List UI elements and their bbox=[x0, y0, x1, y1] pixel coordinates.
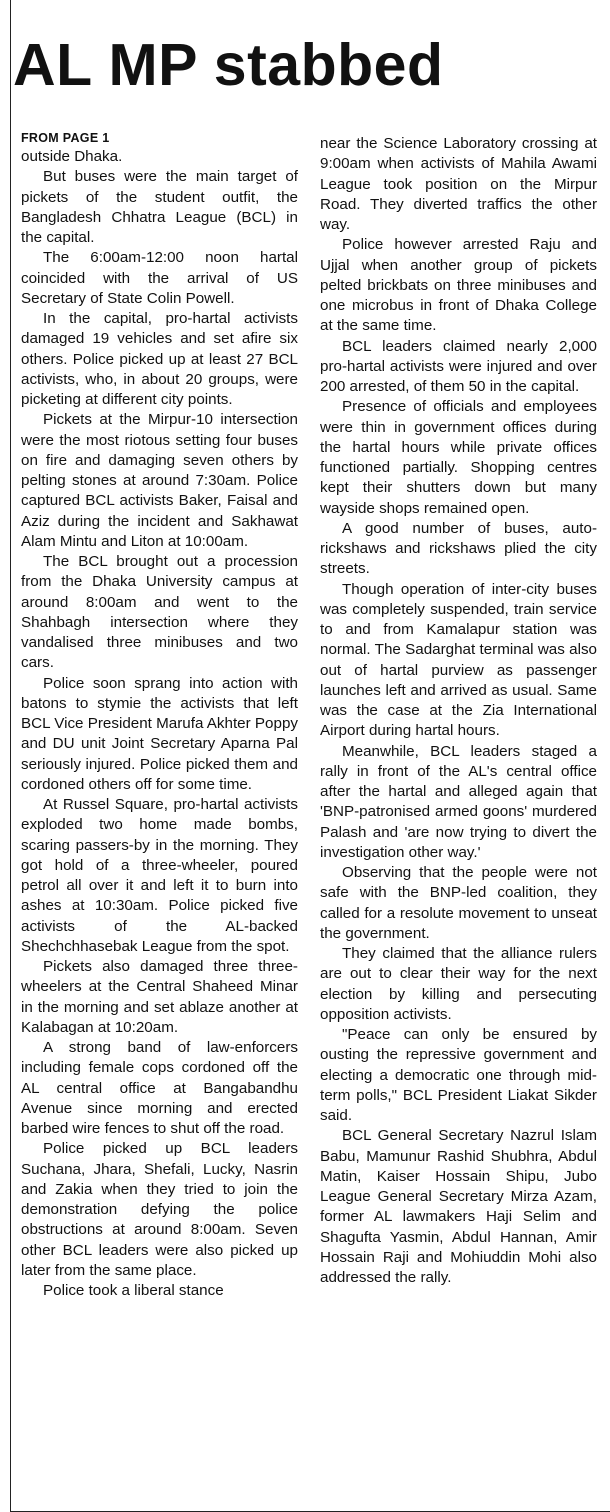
paragraph: near the Science Laboratory crossing at 9:00am when activists of Mahila Awami League took position on the Mirpur Road. They diverted traffics the other way. bbox=[320, 135, 597, 233]
paragraph: But buses were the main target of pickets of the student outfit, the Bangladesh Chhatra League (BCL) in the capital. bbox=[21, 168, 298, 246]
continuation-kicker: FROM PAGE 1 bbox=[21, 131, 110, 145]
paragraph: outside Dhaka. bbox=[21, 148, 123, 165]
headline: AL MP stabbed bbox=[13, 32, 444, 98]
article-column-left bbox=[21, 130, 298, 1301]
paragraph: The BCL brought out a procession from the Dhaka University campus at around 8:00am and went to the Shahbagh intersection where they vandalised three minibuses and two cars. bbox=[21, 553, 298, 672]
paragraph: BCL General Secretary Nazrul Islam Babu, Mamunur Rashid Shubhra, Abdul Matin, Kaiser Hossain Shipu, Jubo League General Secretary Mirza Azam, former AL lawmakers Haji Selim and Shagufta Yasmin, Abdul Hannan, Amir Hossain Raji and Mohiuddin Mohi also addressed the rally. bbox=[320, 1127, 597, 1286]
paragraph: Pickets also damaged three three-wheelers at the Central Shaheed Minar in the morning and set ablaze another at Kalabagan at 10:20am. bbox=[21, 958, 298, 1036]
paragraph: At Russel Square, pro-hartal activists exploded two home made bombs, scaring passers-by in the morning. They got hold of a three-wheeler, poured petrol all over it and left it to burn into ashes at 10:30am. Police picked five activists of the AL-backed Shechchhasebak League from the spot. bbox=[21, 796, 298, 955]
paragraph: Observing that the people were not safe with the BNP-led coalition, they called for a resolute movement to unseat the government. bbox=[320, 864, 597, 942]
paragraph: Police picked up BCL leaders Suchana, Jhara, Shefali, Lucky, Nasrin and Zakia when they tried to join the demonstration defying the police obstructions at around 8:00am. Seven other BCL leaders were also picked up later from the same place. bbox=[21, 1140, 298, 1279]
paragraph: A good number of buses, auto-rickshaws and rickshaws plied the city streets. bbox=[320, 519, 597, 578]
paragraph: Meanwhile, BCL leaders staged a rally in front of the AL's central office after the hartal and alleged again that 'BNP-patronised armed goons' murdered Palash and 'are now trying to divert the investigation other way.' bbox=[320, 742, 597, 861]
paragraph: Police however arrested Raju and Ujjal when another group of pickets pelted brickbats on three minibuses and one microbus in front of Dhaka College at the same time. bbox=[320, 236, 597, 335]
paragraph: The 6:00am-12:00 noon hartal coincided with the arrival of US Secretary of State Colin Powell. bbox=[21, 249, 298, 307]
paragraph: In the capital, pro-hartal activists damaged 19 vehicles and set afire six others. Police picked up at least 27 BCL activists, who, in about 20 groups, were picketing at different city points. bbox=[21, 310, 298, 408]
paragraph: A strong band of law-enforcers including female cops cordoned off the AL central office at Bangabandhu Avenue since morning and erected barbed wire fences to shut off the road. bbox=[21, 1039, 298, 1137]
paragraph: Police took a liberal stance bbox=[43, 1282, 224, 1299]
paragraph: Pickets at the Mirpur-10 intersection were the most riotous setting four buses on fire and damaging seven others by pelting stones at around 7:30am. Police captured BCL activists Baker, Faisal and Aziz during the incident and Sakhawat Alam Mintu and Liton at 10:00am. bbox=[21, 411, 298, 550]
paragraph: BCL leaders claimed nearly 2,000 pro-hartal activists were injured and over 200 arrested, of them 50 in the capital. bbox=[320, 337, 597, 395]
article-column-right bbox=[320, 134, 597, 1288]
paragraph: "Peace can only be ensured by ousting the repressive government and electing a democratic one through mid-term polls," BCL President Liakat Sikder said. bbox=[320, 1026, 597, 1124]
paragraph: They claimed that the alliance rulers are out to clear their way for the next election by killing and persecuting opposition activists. bbox=[320, 945, 597, 1023]
paragraph: Police soon sprang into action with batons to stymie the activists that left BCL Vice President Marufa Akhter Poppy and DU unit Joint Secretary Aparna Pal seriously injured. Police picked them and cordoned others off for some time. bbox=[21, 674, 298, 793]
paragraph: Though operation of inter-city buses was completely suspended, train service to and from Kamalapur station was normal. The Sadarghat terminal was also out of hartal purview as passenger launches left and arrived as usual. Same was the case at the Zia International Airport during hartal hours. bbox=[320, 580, 597, 740]
paragraph: Presence of officials and employees were thin in government offices during the hartal hours while private offices functioned partially. Shopping centres kept their shutters down but many wayside shops remained open. bbox=[320, 398, 597, 517]
